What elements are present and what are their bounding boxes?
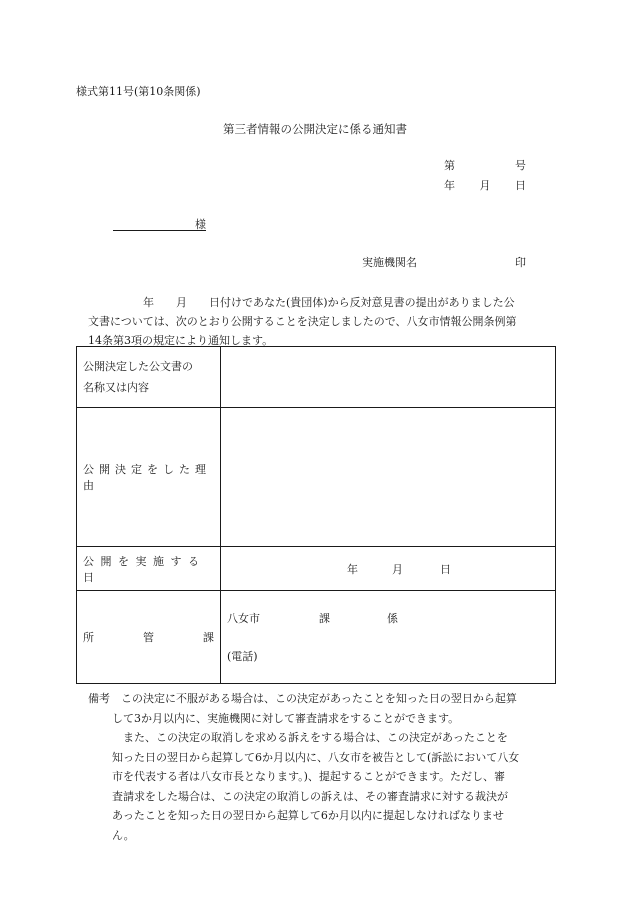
notice-body — [88, 293, 558, 350]
disclosure-date-label-text: 公開を実施する日 — [83, 554, 206, 584]
remarks-line: あったことを知った日の翌日から起算して6か月以内に提起しなければなりませ — [112, 809, 504, 822]
remarks-line: 査請求をした場合は、この決定の取消しの訴えは、その審査請求に対する裁決が — [112, 789, 508, 803]
department-city: 八女市 — [227, 611, 260, 625]
disclosure-date-label — [77, 547, 221, 591]
department-label-char2: 管 — [143, 631, 154, 644]
department-ka: 課 — [319, 611, 330, 625]
issue-date-row — [444, 180, 526, 191]
form-number: 様式第11号(第10条関係) — [76, 85, 201, 98]
document-name-label — [77, 347, 221, 408]
disclosure-date-field[interactable] — [221, 547, 556, 591]
notice-body-line: 年 月 日付けであなた(貴団体)から反対意見書の提出がありました公 — [88, 296, 515, 309]
decision-reason-label-text: 公開決定をした理由 — [83, 463, 211, 492]
issuer-label: 実施機関名 — [362, 256, 417, 269]
notice-body-line: 文書については、次のとおり公開することを決定しましたので、八女市情報公開条例第 — [88, 315, 517, 328]
disclosure-date-day: 日 — [440, 562, 451, 576]
notice-table — [76, 346, 556, 684]
issue-date-month: 月 — [479, 179, 491, 192]
disclosure-date-month: 月 — [392, 562, 403, 576]
document-title: 第三者情報の公開決定に係る通知書 — [223, 122, 407, 136]
notice-body-line: 14条第3項の規定により通知します。 — [88, 334, 274, 347]
seal-mark: 印 — [515, 256, 526, 269]
table-row-document — [77, 347, 556, 408]
remarks-line: 知った日の翌日から起算して6か月以内に、八女市を被告として(訴訟において八女 — [112, 750, 520, 764]
remarks-section — [88, 689, 558, 845]
department-field[interactable] — [221, 591, 556, 684]
issue-date-year: 年 — [444, 179, 455, 192]
department-label — [77, 591, 221, 684]
document-name-label-line2: 名称又は内容 — [83, 381, 149, 394]
table-row-reason — [77, 408, 556, 547]
document-name-label-line1: 公開決定した公文書の — [83, 360, 193, 373]
disclosure-date-year: 年 — [347, 562, 358, 576]
department-phone: (電話) — [227, 649, 258, 663]
decision-reason-label — [77, 408, 221, 547]
decision-reason-field[interactable] — [221, 408, 556, 547]
issue-date-day: 日 — [515, 179, 526, 192]
addressee-honorific: 様 — [195, 218, 206, 231]
document-number-prefix: 第 — [444, 159, 455, 172]
department-label-char1: 所 — [83, 631, 94, 644]
document-number-row — [444, 160, 526, 171]
addressee-blank-line[interactable] — [113, 230, 206, 231]
document-number-suffix: 号 — [515, 159, 526, 172]
document-name-field[interactable] — [221, 347, 556, 408]
remarks-line: 備考 この決定に不服がある場合は、この決定があったことを知った日の翌日から起算 — [88, 692, 517, 705]
table-row-department — [77, 591, 556, 684]
remarks-line: また、この決定の取消しを求める訴えをする場合は、この決定があったことを — [112, 731, 508, 744]
department-label-char3: 課 — [203, 631, 214, 644]
table-row-date — [77, 547, 556, 591]
remarks-line: 市を代表する者は八女市長となります。)、提起することができます。ただし、審 — [112, 770, 506, 783]
remarks-line: して3か月以内に、実施機関に対して審査請求をすることができます。 — [112, 711, 460, 725]
remarks-line: ん。 — [112, 828, 135, 842]
department-kakari: 係 — [387, 611, 398, 625]
